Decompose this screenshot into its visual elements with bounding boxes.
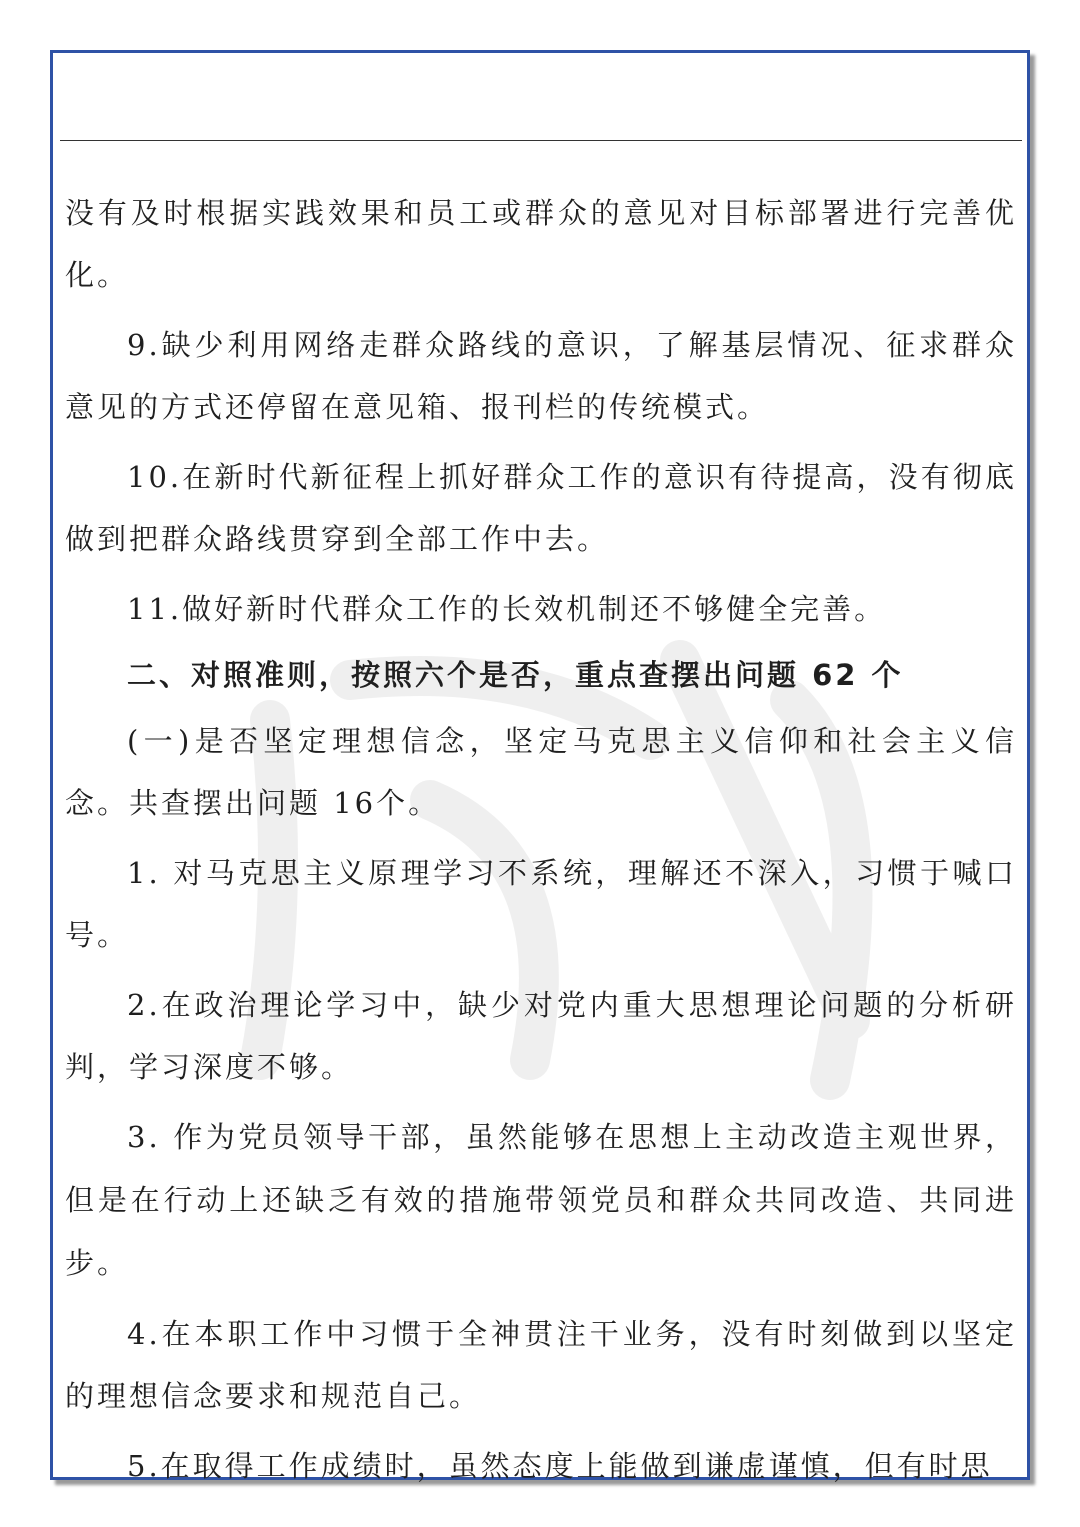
paragraph-item-1: 1. 对马克思主义原理学习不系统，理解还不深入，习惯于喊口号。 (65, 856, 1017, 952)
paragraph-item-3: 3. 作为党员领导干部，虽然能够在思想上主动改造主观世界，但是在行动上还缺乏有效的措施带领党员和群众共同改造、共同进步。 (65, 1120, 1017, 1280)
paragraph-item-2: 2.在政治理论学习中，缺少对党内重大思想理论问题的分析研判，学习深度不够。 (65, 988, 1017, 1084)
paragraph-item-4: 4.在本职工作中习惯于全神贯注干业务，没有时刻做到以坚定的理想信念要求和规范自己。 (65, 1317, 1017, 1413)
header-rule (60, 140, 1022, 141)
paragraph-continuation: 没有及时根据实践效果和员工或群众的意见对目标部署进行完善优化。 (65, 196, 1017, 292)
paragraph-item-9: 9.缺少利用网络走群众路线的意识，了解基层情况、征求群众意见的方式还停留在意见箱、报刊栏的传统模式。 (65, 328, 1017, 424)
paragraph-item-11: 11.做好新时代群众工作的长效机制还不够健全完善。 (127, 592, 887, 626)
paragraph-item-10: 10.在新时代新征程上抓好群众工作的意识有待提高，没有彻底做到把群众路线贯穿到全部工作中去。 (65, 460, 1017, 556)
subsection-heading: (一)是否坚定理想信念，坚定马克思主义信仰和社会主义信念。共查摆出问题 16个。 (65, 724, 1017, 820)
paragraph-item-5: 5.在取得工作成绩时，虽然态度上能做到谦虚谨慎，但有时思 (127, 1449, 993, 1483)
section-heading: 二、对照准则，按照六个是否，重点查摆出问题 62 个 (127, 658, 904, 692)
document-body (65, 182, 1017, 1505)
